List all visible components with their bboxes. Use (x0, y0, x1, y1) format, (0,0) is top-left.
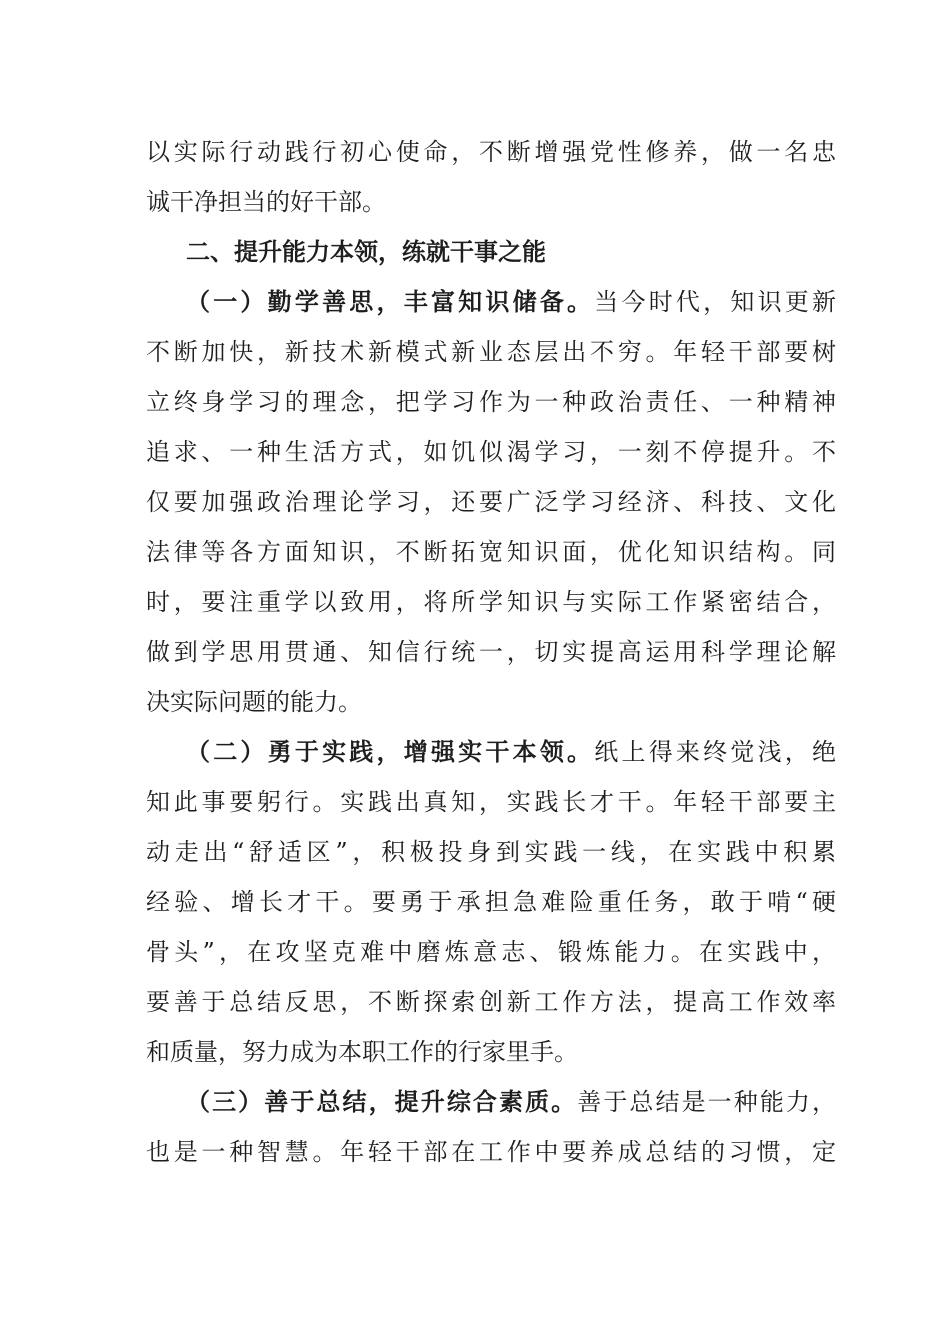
body-text-line: 骨头”，在攻坚克难中磨炼意志、锻炼能力。在实践中， (146, 938, 836, 966)
body-text-line: 仅要加强政治理论学习，还要广泛学习经济、科技、文化 (146, 488, 836, 516)
body-text-line: 不断加快，新技术新模式新业态层出不穷。年轻干部要树 (146, 338, 836, 366)
body-text-line: 法律等各方面知识，不断拓宽知识面，优化知识结构。同 (146, 538, 836, 566)
body-text-line: 诚干净担当的好干部。 (146, 188, 386, 216)
body-text: 纸上得来终觉浅，绝 (594, 738, 837, 766)
body-text-line: 以实际行动践行初心使命，不断增强党性修养，做一名忠 (146, 138, 836, 166)
body-text-line: 时，要注重学以致用，将所学知识与实际工作紧密结合， (146, 588, 836, 616)
body-text-line: 做到学思用贯通、知信行统一，切实提高运用科学理论解 (146, 638, 836, 666)
body-text: 当今时代，知识更新 (594, 288, 837, 316)
subheading: （二）勇于实践，增强实干本领。 (186, 737, 595, 766)
section-heading: 二、提升能力本领，练就干事之能 (186, 237, 546, 266)
body-text-line: 经验、增长才干。要勇于承担急难险重任务，敢于啃“硬 (146, 888, 836, 916)
subheading: （一）勤学善思，丰富知识储备。 (186, 287, 595, 316)
body-text-line: 知此事要躬行。实践出真知，实践长才干。年轻干部要主 (146, 788, 836, 816)
paragraph-first-line (186, 732, 836, 772)
body-text-line: 也是一种智慧。年轻干部在工作中要养成总结的习惯，定 (146, 1138, 836, 1166)
body-text-line: 要善于总结反思，不断探索创新工作方法，提高工作效率 (146, 988, 836, 1016)
body-text-line: 立终身学习的理念，把学习作为一种政治责任、一种精神 (146, 388, 836, 416)
body-text-line: 和质量，努力成为本职工作的行家里手。 (146, 1038, 578, 1066)
paragraph-first-line (186, 282, 836, 322)
body-text-line: 追求、一种生活方式，如饥似渴学习，一刻不停提升。不 (146, 438, 836, 466)
body-text-line: 动走出“舒适区”，积极投身到实践一线，在实践中积累 (146, 838, 836, 866)
subheading: （三）善于总结，提升综合素质。 (186, 1087, 578, 1116)
body-text-line: 决实际问题的能力。 (146, 688, 362, 716)
paragraph-first-line (186, 1082, 836, 1122)
body-text: 善于总结是一种能力， (577, 1088, 836, 1116)
